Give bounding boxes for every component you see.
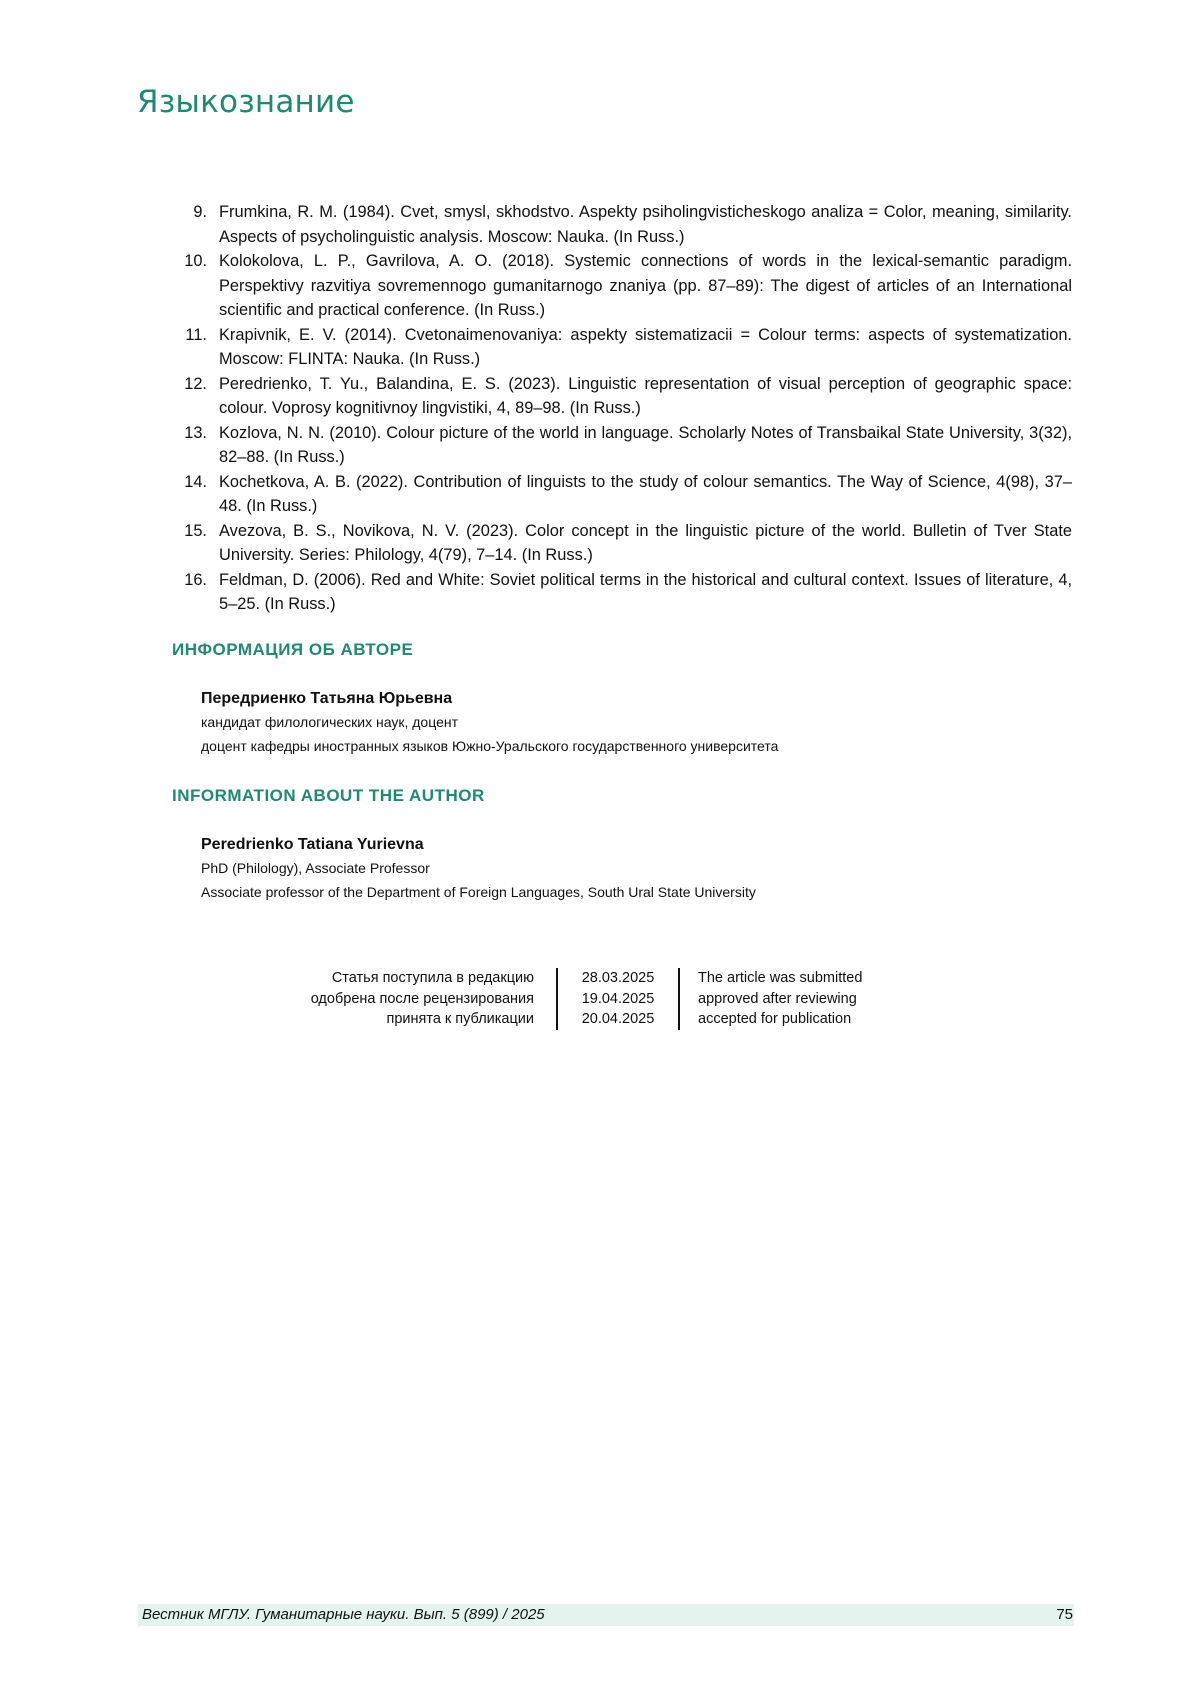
reference-item (160, 568, 1072, 617)
date-value: 28.03.2025 (570, 968, 666, 989)
reference-text: Kozlova, N. N. (2010). Colour picture of the world in language. Scholarly Notes of Transbaikal State University, 3(32), 82–88. (In Russ.) (207, 421, 1072, 470)
reference-number: 14. (160, 470, 207, 519)
reference-number: 16. (160, 568, 207, 617)
author-block-en (201, 834, 756, 904)
date-label-en: The article was submitted (698, 968, 862, 989)
author-block-ru (201, 688, 778, 758)
author-info-heading-ru: ИНФОРМАЦИЯ ОБ АВТОРЕ (172, 640, 413, 660)
reference-number: 15. (160, 519, 207, 568)
reference-item (160, 470, 1072, 519)
date-label-en: approved after reviewing (698, 989, 862, 1010)
dates-values (558, 968, 680, 1030)
reference-text: Krapivnik, E. V. (2014). Cvetonaimenovaniya: aspekty sistematizacii = Colour terms: aspects of systematization. Moscow: FLINTA: Nauka. (In Russ.) (207, 323, 1072, 372)
publication-dates (280, 968, 862, 1030)
reference-number: 9. (160, 200, 207, 249)
date-label-en: accepted for publication (698, 1009, 862, 1030)
reference-text: Kochetkova, A. B. (2022). Contribution of linguists to the study of colour semantics. The Way of Science, 4(98), 37–48. (In Russ.) (207, 470, 1072, 519)
reference-item (160, 519, 1072, 568)
date-value: 19.04.2025 (570, 989, 666, 1010)
reference-list (160, 200, 1072, 617)
author-degree-en: PhD (Philology), Associate Professor (201, 856, 756, 880)
reference-number: 12. (160, 372, 207, 421)
date-value: 20.04.2025 (570, 1009, 666, 1030)
footer-journal-title: Вестник МГЛУ. Гуманитарные науки. Вып. 5 (899) / 2025 (142, 1604, 545, 1626)
author-name-en: Peredrienko Tatiana Yurievna (201, 834, 756, 856)
reference-item (160, 200, 1072, 249)
author-info-heading-en: INFORMATION ABOUT THE AUTHOR (172, 786, 485, 806)
author-degree-ru: кандидат филологических наук, доцент (201, 710, 778, 734)
reference-item (160, 421, 1072, 470)
reference-item (160, 323, 1072, 372)
dates-labels-ru (280, 968, 558, 1030)
reference-text: Peredrienko, T. Yu., Balandina, E. S. (2023). Linguistic representation of visual perception of geographic space: colour. Voprosy kognitivnoy lingvistiki, 4, 89–98. (In Russ.) (207, 372, 1072, 421)
reference-text: Kolokolova, L. P., Gavrilova, A. O. (2018). Systemic connections of words in the lexical-semantic paradigm. Perspektivy razvitiya sovremennogo gumanitarnogo znaniya (pp. 87–89): The digest of articles of an International scientific and practical conference. (In Russ.) (207, 249, 1072, 323)
reference-item (160, 372, 1072, 421)
date-label-ru: Статья поступила в редакцию (280, 968, 534, 989)
author-name-ru: Передриенко Татьяна Юрьевна (201, 688, 778, 710)
dates-labels-en (680, 968, 862, 1030)
reference-text: Frumkina, R. M. (1984). Cvet, smysl, skhodstvo. Aspekty psiholingvisticheskogo analiza = Color, meaning, similarity. Aspects of psycholinguistic analysis. Moscow: Nauka. (In Russ.) (207, 200, 1072, 249)
reference-number: 11. (160, 323, 207, 372)
page-number: 75 (1056, 1604, 1073, 1626)
reference-text: Avezova, B. S., Novikova, N. V. (2023). Color concept in the linguistic picture of the world. Bulletin of Tver State University. Series: Philology, 4(79), 7–14. (In Russ.) (207, 519, 1072, 568)
section-title: Языкознание (137, 84, 355, 120)
date-label-ru: принята к публикации (280, 1009, 534, 1030)
reference-number: 10. (160, 249, 207, 323)
reference-number: 13. (160, 421, 207, 470)
author-position-ru: доцент кафедры иностранных языков Южно-Уральского государственного университета (201, 734, 778, 758)
author-position-en: Associate professor of the Department of Foreign Languages, South Ural State University (201, 880, 756, 904)
reference-text: Feldman, D. (2006). Red and White: Soviet political terms in the historical and cultural context. Issues of literature, 4, 5–25. (In Russ.) (207, 568, 1072, 617)
reference-item (160, 249, 1072, 323)
date-label-ru: одобрена после рецензирования (280, 989, 534, 1010)
